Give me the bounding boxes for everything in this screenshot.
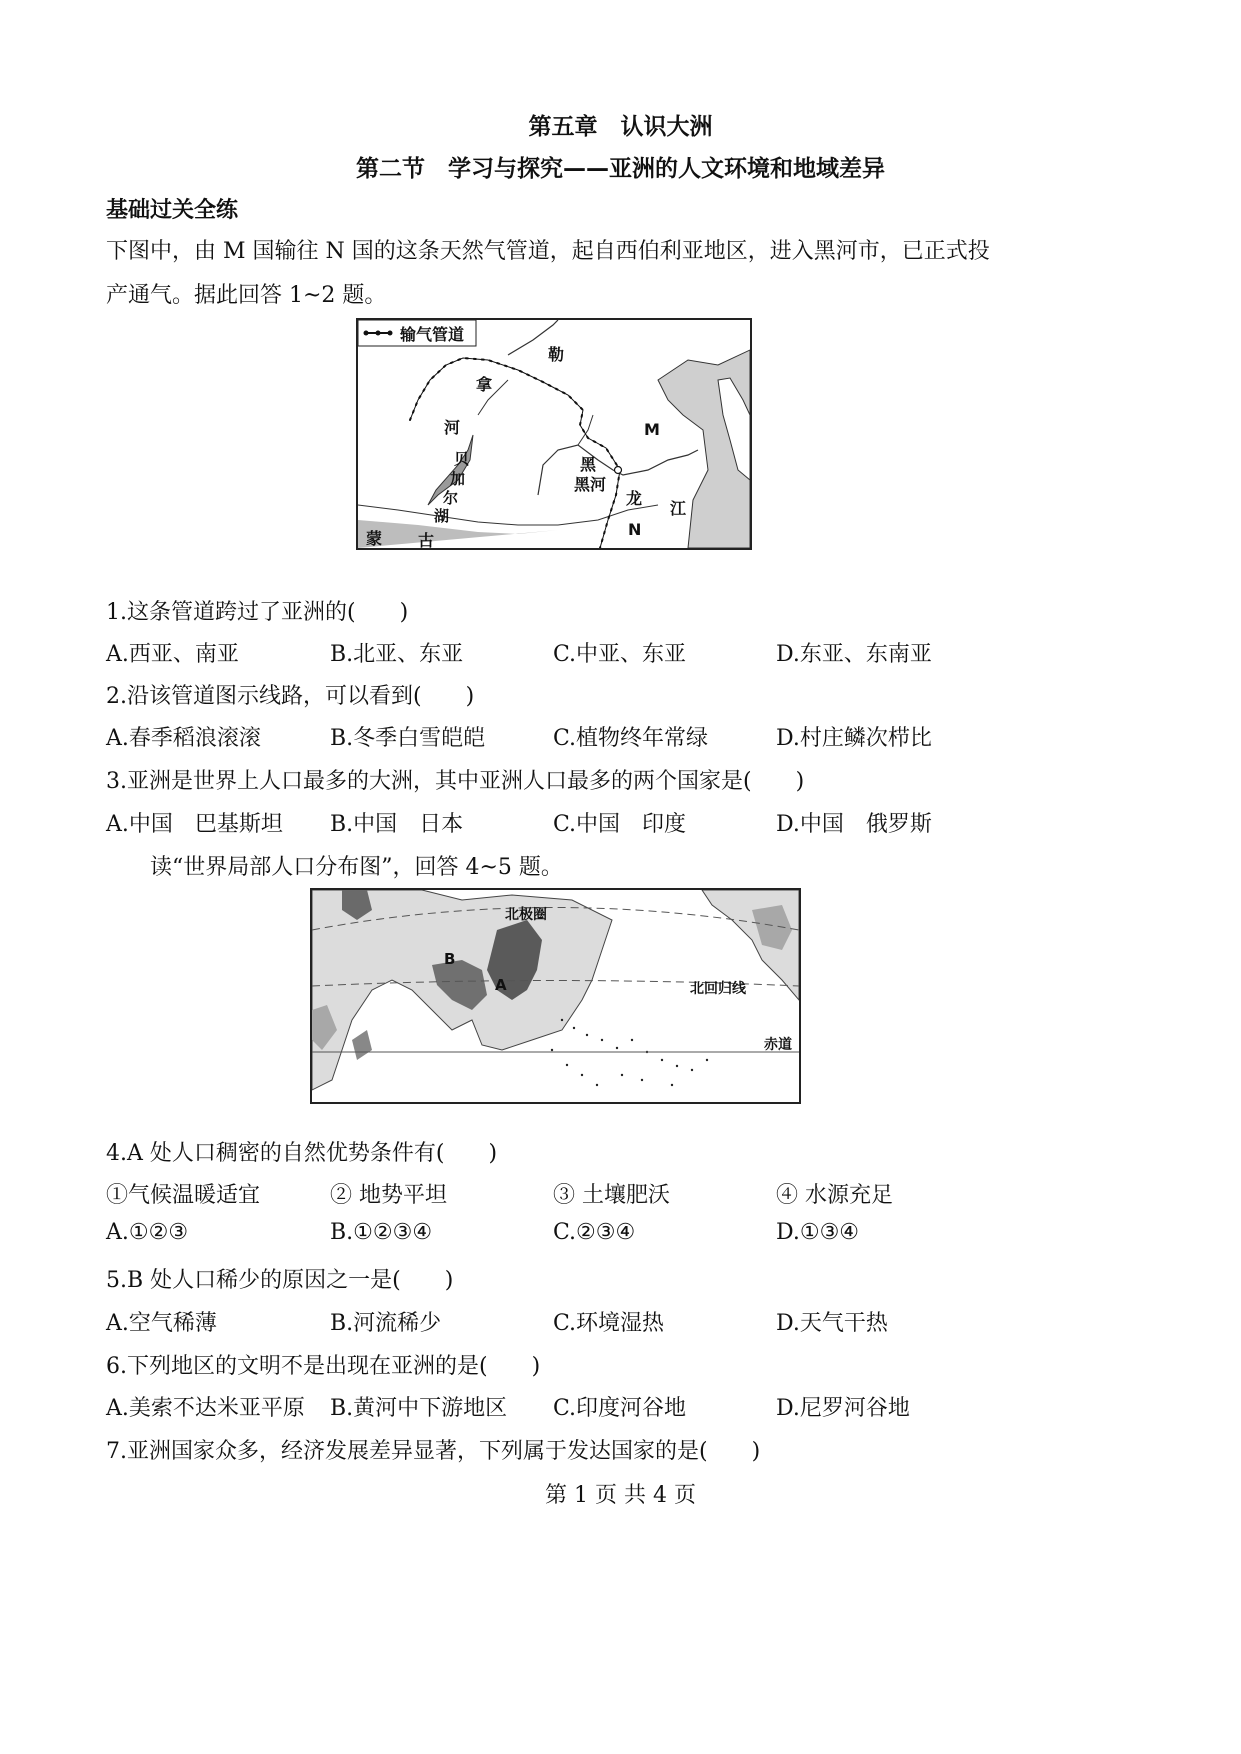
question-5-stem: 5.B 处人口稀少的原因之一是( ): [106, 1268, 454, 1293]
legend-label: 输气管道: [400, 325, 465, 344]
pipeline-map: [356, 318, 752, 550]
label-bei: 贝: [454, 450, 470, 468]
section-title: 第二节 学习与探究——亚洲的人文环境和地域差异: [356, 156, 885, 182]
q5-option-d[interactable]: D.天气干热: [776, 1311, 888, 1336]
q2-option-d[interactable]: D.村庄鳞次栉比: [776, 726, 932, 751]
q2-option-b[interactable]: B.冬季白雪皑皑: [330, 726, 486, 751]
q4-option-c[interactable]: C.②③④: [553, 1220, 636, 1245]
q5-option-a[interactable]: A.空气稀薄: [106, 1311, 217, 1336]
question-7-stem: 7.亚洲国家众多，经济发展差异显著，下列属于发达国家的是( ): [106, 1439, 761, 1464]
q3-option-b[interactable]: B.中国 日本: [330, 812, 464, 837]
question-1-stem: 1.这条管道跨过了亚洲的( ): [106, 600, 409, 625]
q6-option-c[interactable]: C.印度河谷地: [553, 1396, 687, 1421]
label-le: 勒: [548, 345, 565, 364]
label-meng: 蒙: [366, 529, 383, 548]
q1-option-d[interactable]: D.东亚、东南亚: [776, 642, 932, 667]
q4-option-b[interactable]: B.①②③④: [330, 1220, 433, 1245]
label-er: 尔: [443, 489, 459, 507]
question-3-stem: 3.亚洲是世界上人口最多的大洲，其中亚洲人口最多的两个国家是( ): [106, 769, 805, 794]
label-hu: 湖: [434, 507, 450, 525]
q2-option-a[interactable]: A.春季稻浪滚滚: [106, 726, 261, 751]
q5-option-c[interactable]: C.环境湿热: [553, 1311, 665, 1336]
population-map: [310, 888, 801, 1104]
q1-option-c[interactable]: C.中亚、东亚: [553, 642, 687, 667]
intro-line-1: 下图中，由 M 国输往 N 国的这条天然气管道，起自西伯利亚地区，进入黑河市，已正式投: [106, 239, 990, 264]
q6-option-d[interactable]: D.尼罗河谷地: [776, 1396, 910, 1421]
q4-condition-1: ①气候温暖适宜: [106, 1183, 261, 1208]
label-equator: 赤道: [764, 1037, 792, 1053]
label-hei: 黑: [580, 455, 597, 474]
q3-option-d[interactable]: D.中国 俄罗斯: [776, 812, 932, 837]
q5-option-b[interactable]: B.河流稀少: [330, 1311, 442, 1336]
q2-option-c[interactable]: C.植物终年常绿: [553, 726, 709, 751]
page-footer: 第 1 页 共 4 页: [545, 1483, 696, 1508]
label-gu: 古: [418, 531, 435, 550]
label-jia: 加: [450, 470, 466, 488]
q4-option-a[interactable]: A.①②③: [106, 1220, 189, 1245]
question-2-stem: 2.沿该管道图示线路，可以看到( ): [106, 684, 475, 709]
q3-option-c[interactable]: C.中国 印度: [553, 812, 687, 837]
label-n: N: [628, 520, 642, 539]
label-b: B: [444, 950, 456, 968]
intro-2: 读“世界局部人口分布图”，回答 4~5 题。: [150, 855, 563, 880]
label-he: 河: [444, 418, 461, 437]
chapter-title: 第五章 认识大洲: [528, 114, 713, 140]
q6-option-b[interactable]: B.黄河中下游地区: [330, 1396, 508, 1421]
label-long: 龙: [626, 489, 643, 508]
label-m: M: [644, 420, 660, 439]
q4-condition-4: ④ 水源充足: [776, 1183, 893, 1208]
q4-condition-2: ② 地势平坦: [330, 1183, 447, 1208]
practice-heading: 基础过关全练: [106, 198, 239, 223]
label-tropic-of-cancer: 北回归线: [690, 981, 746, 997]
label-na: 拿: [476, 375, 493, 394]
label-arctic-circle: 北极圈: [505, 907, 547, 923]
question-6-stem: 6.下列地区的文明不是出现在亚洲的是( ): [106, 1354, 541, 1379]
label-a: A: [495, 976, 507, 994]
label-heihe-city: 黑河: [574, 475, 607, 494]
q3-option-a[interactable]: A.中国 巴基斯坦: [106, 812, 283, 837]
question-4-stem: 4.A 处人口稠密的自然优势条件有( ): [106, 1141, 498, 1166]
intro-line-2: 产通气。据此回答 1~2 题。: [106, 283, 387, 308]
q4-option-d[interactable]: D.①③④: [776, 1220, 860, 1245]
q1-option-b[interactable]: B.北亚、东亚: [330, 642, 464, 667]
label-jiang: 江: [670, 499, 687, 518]
q4-condition-3: ③ 土壤肥沃: [553, 1183, 670, 1208]
q1-option-a[interactable]: A.西亚、南亚: [106, 642, 239, 667]
q6-option-a[interactable]: A.美索不达米亚平原: [106, 1396, 305, 1421]
